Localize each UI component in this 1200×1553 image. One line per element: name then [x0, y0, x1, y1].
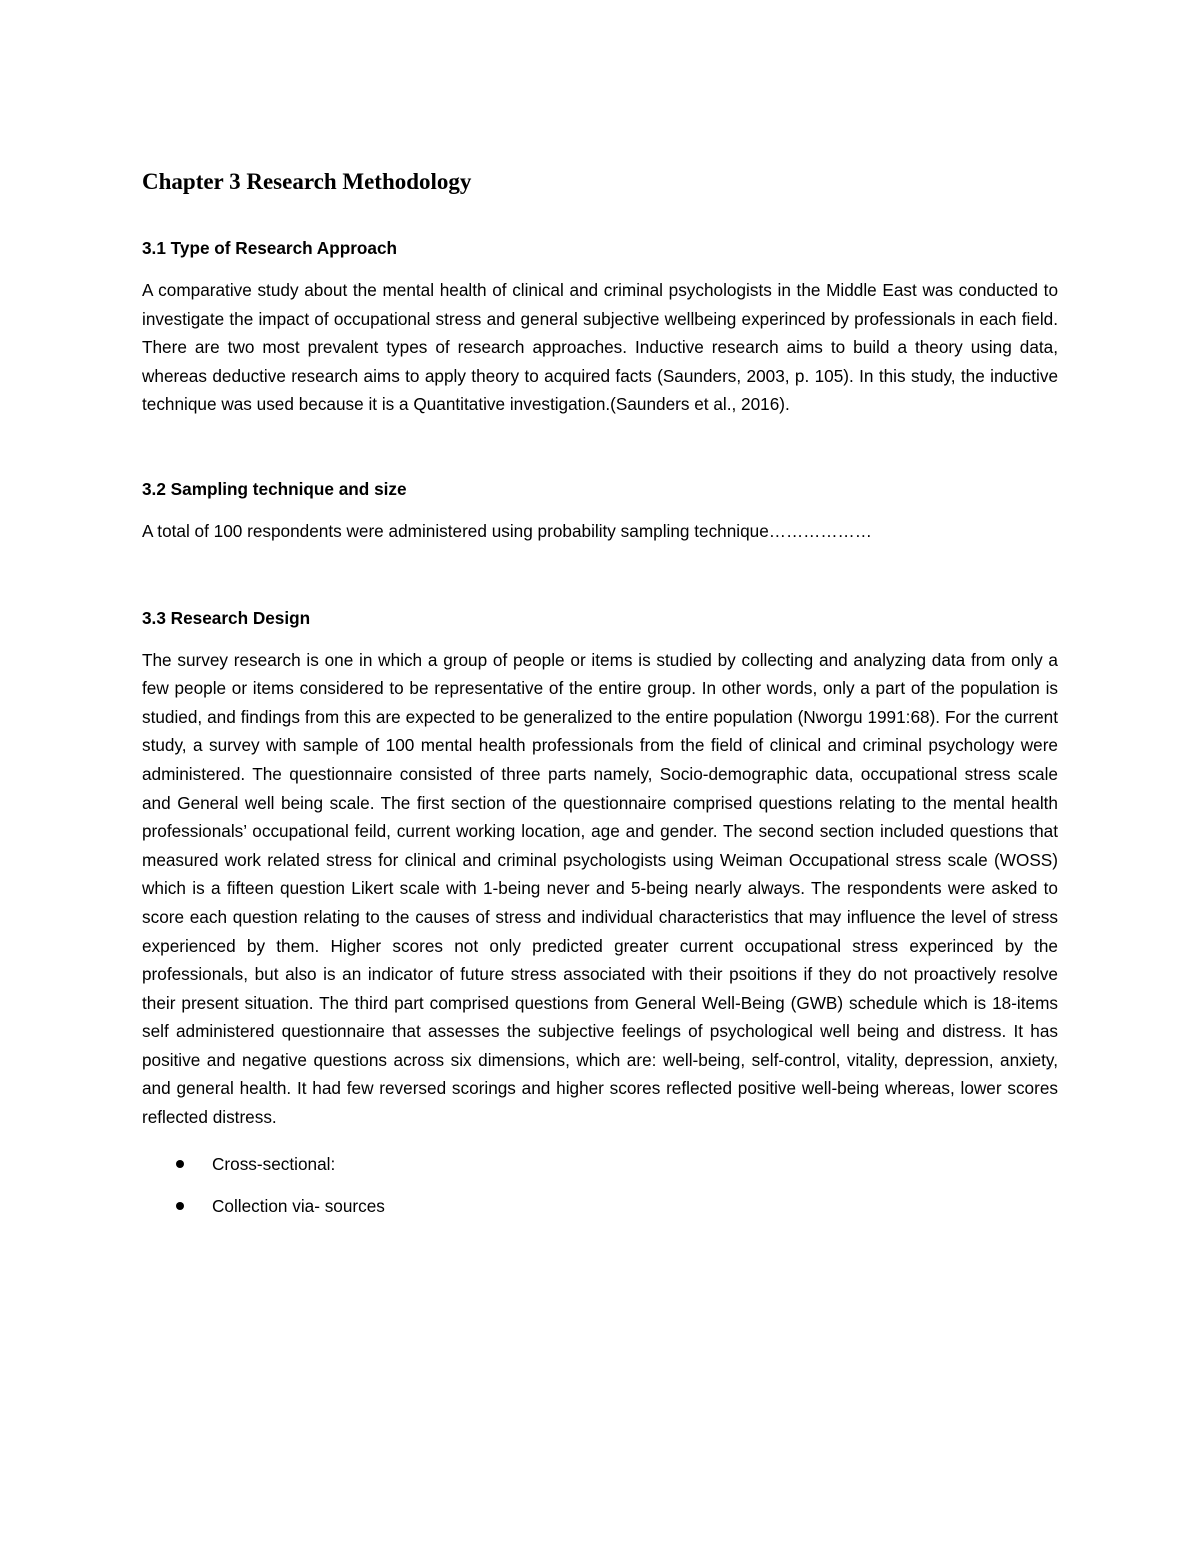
- section-research-design: [142, 606, 1058, 1220]
- bullet-icon: [176, 1202, 184, 1210]
- list-item: [142, 1192, 1058, 1220]
- section-type-of-research-approach: [142, 236, 1058, 419]
- list-item-text: Cross-sectional:: [212, 1153, 336, 1174]
- chapter-title: Chapter 3 Research Methodology: [142, 169, 472, 194]
- spacer: [142, 546, 1058, 606]
- bullet-list: [142, 1150, 1058, 1220]
- list-item-text: Collection via- sources: [212, 1195, 385, 1216]
- section-heading: 3.1 Type of Research Approach: [142, 238, 398, 258]
- section-paragraph: A total of 100 respondents were administered using probability sampling technique………………: [142, 520, 872, 541]
- bullet-icon: [176, 1160, 184, 1168]
- section-heading: 3.2 Sampling technique and size: [142, 478, 407, 499]
- spacer: [142, 419, 1058, 477]
- section-paragraph: A comparative study about the mental health of clinical and criminal psychologists in the Middle East was conducted to investigate the impact of occupational stress and general subjective wellbeing experinced by professionals in each field. There are two most prevalent types of research approaches. Inductive research aims to build a theory using data, whereas deductive research aims to apply theory to acquired facts (Saunders, 2003, p. 105). In this study, the inductive technique was used because it is a Quantitative investigation.(Saunders et al., 2016).: [142, 280, 1058, 415]
- section-paragraph: The survey research is one in which a group of people or items is studied by collecting and analyzing data from only a few people or items considered to be representative of the entire group. In other words, only a part of the population is studied, and findings from this are expected to be generalized to the entire population (Nworgu 1991:68). For the current study, a survey with sample of 100 mental health professionals from the field of clinical and criminal psychology were administered. The questionnaire consisted of three parts namely, Socio-demographic data, occupational stress scale and General well being scale. The first section of the questionnaire comprised questions relating to the mental health professionals’ occupational feild, current working location, age and gender. The second section included questions that measured work related stress for clinical and criminal psychologists using Weiman Occupational stress scale (WOSS) which is a fifteen question Likert scale with 1-being never and 5-being nearly always. The respondents were asked to score each question relating to the causes of stress and individual characteristics that may influence the level of stress experienced by them. Higher scores not only predicted greater current occupational stress experinced by the professionals, but also is an indicator of future stress associated with their psoitions if they do not proactively resolve their present situation. The third part comprised questions from General Well-Being (GWB) schedule which is 18-items self administered questionnaire that assesses the subjective feelings of psychological well being and distress. It has positive and negative questions across six dimensions, which are: well-being, self-control, vitality, depression, anxiety, and general health. It had few reversed scorings and higher scores reflected positive well-being whereas, lower scores reflected distress.: [142, 649, 1058, 1128]
- section-sampling-technique: [142, 477, 1058, 546]
- document-body: [142, 166, 1058, 1234]
- list-item: [142, 1150, 1058, 1178]
- section-heading: 3.3 Research Design: [142, 607, 311, 628]
